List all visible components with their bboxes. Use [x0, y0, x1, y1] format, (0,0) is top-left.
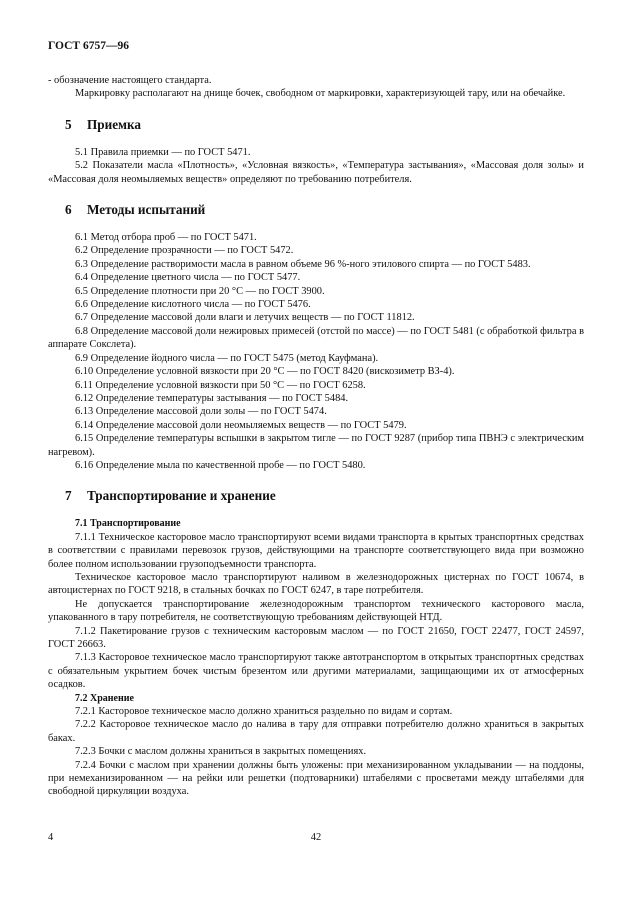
section-5-number: 5: [65, 116, 72, 132]
section-7-1-paragraph: 7.1.2 Пакетирование грузов с техническим касторовым маслом — по ГОСТ 21650, ГОСТ 22477, ГОСТ 24597, ГОСТ 26663.: [48, 625, 584, 650]
page-number-center: 42: [310, 832, 322, 843]
intro-paragraph: Маркировку располагают на днище бочек, свободном от маркировки, характеризующей тару, или на обечайке.: [75, 88, 566, 100]
section-7-2-paragraph: 7.2.1 Касторовое техническое масло должно храниться раздельно по видам и сортам.: [75, 706, 453, 718]
section-6-item: 6.3 Определение растворимости масла в равном объеме 96 %-ного этилового спирта — по ГОСТ 5483.: [75, 258, 531, 270]
subsection-7-1-title: [48, 517, 584, 530]
section-6-item: 6.5 Определение плотности при 20 °С — по ГОСТ 3900.: [75, 285, 325, 297]
section-6-number: 6: [65, 202, 72, 218]
section-5-title: Приемка: [87, 116, 142, 132]
subsection-7-2-title: [48, 692, 584, 705]
section-5-item: 5.2 Показатели масла «Плотность», «Условная вязкость», «Температура застывания», «Массовая доля золы» и «Массовая доля неомыляемых веществ» определяют по требованию потребителя.: [48, 160, 584, 185]
document-page: [48, 40, 584, 799]
page-header: ГОСТ 6757—96: [48, 40, 129, 52]
subsection-title-text: 7.2 Хранение: [75, 692, 134, 704]
section-7-1-paragraph: Техническое касторовое масло транспортируют наливом в железнодорожных цистернах по ГОСТ 10674, в автоцистернах по ГОСТ 9218, в стальных бочках по ГОСТ 6247, в таре потребителя.: [48, 571, 584, 597]
section-6-heading: [65, 202, 584, 218]
section-6-item: 6.13 Определение массовой доли золы — по ГОСТ 5474.: [75, 406, 327, 418]
section-6-item: 6.4 Определение цветного числа — по ГОСТ 5477.: [75, 272, 301, 284]
section-6-item: 6.16 Определение мыла по качественной пробе — по ГОСТ 5480.: [75, 459, 366, 471]
section-6-item: 6.9 Определение йодного числа — по ГОСТ 5475 (метод Кауфмана).: [75, 352, 379, 364]
section-7-title: Транспортирование и хранение: [87, 488, 276, 504]
section-6-item: 6.2 Определение прозрачности — по ГОСТ 5472.: [75, 245, 294, 257]
section-6-item: 6.12 Определение температуры застывания — по ГОСТ 5484.: [75, 392, 349, 404]
section-7-heading: [65, 488, 584, 504]
section-6-title: Методы испытаний: [87, 202, 206, 218]
subsection-title-text: 7.1 Транспортирование: [75, 518, 181, 530]
section-7-2-paragraph: 7.2.3 Бочки с маслом должны храниться в закрытых помещениях.: [75, 746, 367, 758]
section-6-item: 6.15 Определение температуры вспышки в закрытом тигле — по ГОСТ 9287 (прибор типа ПВНЭ с электрическим нагревом).: [48, 433, 584, 458]
section-6-item: 6.14 Определение массовой доли неомыляемых веществ — по ГОСТ 5479.: [75, 419, 407, 431]
section-6-item: 6.1 Метод отбора проб — по ГОСТ 5471.: [75, 232, 257, 244]
section-6-item: 6.8 Определение массовой доли нежировых примесей (отстой по массе) — по ГОСТ 5481 (с обработкой фильтра в аппарате Сокслета).: [48, 325, 584, 351]
section-6-item: 6.10 Определение условной вязкости при 20 °С — по ГОСТ 8420 (вискозиметр ВЗ-4).: [75, 366, 455, 378]
section-7-1-paragraph: Не допускается транспортирование железнодорожным транспортом технического касторового масла, упакованного в тару потребителя, не соответствующую требованиям действующей НТД.: [48, 598, 584, 624]
section-5-item: 5.1 Правила приемки — по ГОСТ 5471.: [75, 146, 251, 158]
section-7-1-paragraph: 7.1.3 Касторовое техническое масло транспортируют также автотранспортом в открытых транспортных средствах с обязательным укрытием бочек чистым брезентом или другими материалами, защищающими их от атмосферных осадков.: [48, 652, 584, 691]
section-6-item: 6.7 Определение массовой доли влаги и летучих веществ — по ГОСТ 11812.: [75, 312, 415, 324]
intro-line: - обозначение настоящего стандарта.: [48, 75, 212, 86]
section-7-number: 7: [65, 488, 72, 504]
section-6-item: 6.11 Определение условной вязкости при 50 °С — по ГОСТ 6258.: [75, 379, 366, 391]
section-7-2-paragraph: 7.2.4 Бочки с маслом при хранении должны быть уложены: при механизированном укладывании — на поддоны, при немеханизированном — на рейки или решетки (подтоварники) штабелями с просветами между штабелями для свободной циркуляции воздуха.: [48, 759, 584, 798]
page-number-left: 4: [48, 832, 54, 843]
section-6-item: 6.6 Определение кислотного числа — по ГОСТ 5476.: [75, 299, 311, 311]
section-5-heading: [65, 117, 584, 133]
section-7-1-paragraph: 7.1.1 Техническое касторовое масло транспортируют всеми видами транспорта в крытых транспортных средствах в соответствии с правилами перевозок грузов, действующими на транспорте соответствующего вида при возможно более полном использовании грузоподъемности транспорта.: [48, 531, 584, 570]
section-7-2-paragraph: 7.2.2 Касторовое техническое масло до налива в тару для отправки потребителю должно храниться в закрытых баках.: [48, 719, 584, 744]
